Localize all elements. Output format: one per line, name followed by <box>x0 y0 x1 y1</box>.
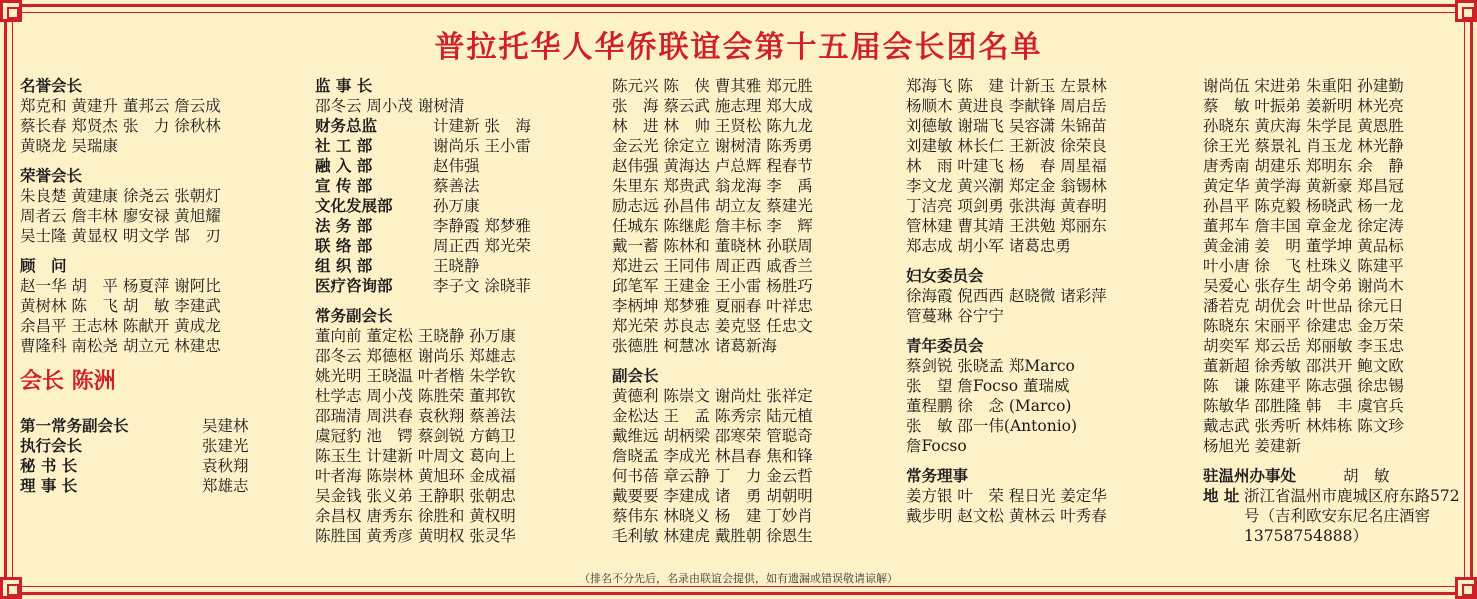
name-list <box>612 386 902 546</box>
role-row <box>20 436 290 456</box>
name-line: 赵一华 胡 平 杨夏萍 谢阿比 <box>20 277 221 295</box>
name-line: 张 望 詹Focso 董瑞威 <box>906 377 1070 395</box>
name-line: 姜方银 叶 荣 程日光 姜定华 <box>906 487 1107 505</box>
name-line: 李柄坤 郑梦雅 夏丽春 叶祥忠 <box>612 297 813 315</box>
role-value: 郑雄志 <box>202 477 249 495</box>
name-list <box>20 276 290 356</box>
name-line: 余昌平 王志林 陈献开 黄成龙 <box>20 317 221 335</box>
name-line: 孙昌平 陈克毅 杨晓武 杨一龙 <box>1203 197 1404 215</box>
role-row <box>315 236 600 256</box>
address-row <box>1203 486 1463 546</box>
name-line: 叶者海 陈崇林 黄旭环 金成福 <box>315 467 516 485</box>
name-line: 林 进 林 帅 王贤松 陈九龙 <box>612 117 813 135</box>
corner-ornament-icon <box>1455 0 1477 22</box>
role-label: 财务总监 <box>315 117 378 135</box>
name-line: 朱良楚 黄建康 徐尧云 张朝灯 <box>20 187 221 205</box>
name-line: 郑志成 胡小军 诸葛忠勇 <box>906 237 1071 255</box>
name-line: 郑克和 黄建升 董邦云 詹云成 <box>20 97 221 115</box>
name-line: 毛利敏 林建虎 戴胜朝 徐恩生 <box>612 527 813 545</box>
name-line: 张 海 蔡云武 施志理 郑大成 <box>612 97 813 115</box>
name-line: 励志远 孙昌伟 胡立友 蔡建光 <box>612 197 813 215</box>
role-value: 赵伟强 <box>433 157 480 175</box>
section-title: 荣誉会长 <box>20 167 83 185</box>
name-line: 戴步明 赵文松 黄林云 叶秀春 <box>906 507 1107 525</box>
name-list <box>20 186 290 246</box>
role-label: 联 络 部 <box>315 237 373 255</box>
name-line: 张德胜 柯慧冰 诸葛新海 <box>612 337 777 355</box>
office-label: 驻温州办事处 <box>1203 467 1297 485</box>
name-list <box>1203 76 1463 456</box>
name-list <box>906 76 1196 256</box>
name-line: 孙晓东 黄庆海 朱学昆 黄恩胜 <box>1203 117 1404 135</box>
name-line: 朱里东 郑贵武 翁龙海 李 禹 <box>612 177 813 195</box>
name-line: 邱笔军 王建金 王小雷 杨胜巧 <box>612 277 813 295</box>
section-title: 副会长 <box>612 367 659 385</box>
name-list <box>20 96 290 156</box>
section-title: 妇女委员会 <box>906 267 984 285</box>
role-value: 张建光 <box>202 437 249 455</box>
section-title: 青年委员会 <box>906 337 984 355</box>
role-label: 文化发展部 <box>315 197 393 215</box>
corner-ornament-icon <box>0 0 22 22</box>
name-line: 余昌权 唐秀东 徐胜和 黄权明 <box>315 507 516 525</box>
name-line: 吴金钱 张义弟 王静职 张朝忠 <box>315 487 516 505</box>
name-line: 邵冬云 郑德枢 谢尚乐 郑雄志 <box>315 347 516 365</box>
name-list <box>906 486 1196 526</box>
role-value: 蔡善法 <box>433 177 480 195</box>
name-line: 蔡 敏 叶振弟 姜新明 林光亮 <box>1203 97 1404 115</box>
role-value: 孙万康 <box>433 197 480 215</box>
name-line: 蔡长春 郑贤杰 张 力 徐秋林 <box>20 117 221 135</box>
role-row <box>20 416 290 436</box>
role-row <box>315 156 600 176</box>
name-line: 何书蓓 章云静 丁 力 金云哲 <box>612 467 813 485</box>
name-line: 金云光 徐定立 谢树清 陈秀勇 <box>612 137 813 155</box>
name-line: 管蔓琳 谷宁宁 <box>906 307 1004 325</box>
name-line: 李文龙 黄兴潮 郑定金 翁锡林 <box>906 177 1107 195</box>
name-line: 张 敏 邵一伟(Antonio) <box>906 417 1078 435</box>
name-line: 曹隆科 南松尧 胡立元 林建忠 <box>20 337 221 355</box>
name-line: 董新超 徐秀敏 邵洪开 鲍文欧 <box>1203 357 1404 375</box>
column-5 <box>1203 76 1463 546</box>
name-line: 董程鹏 徐 念 (Marco) <box>906 397 1072 415</box>
role-row <box>315 196 600 216</box>
role-row <box>315 256 600 276</box>
name-line: 董邦车 詹丰国 章金龙 徐定涛 <box>1203 217 1404 235</box>
section-title: 监 事 长 <box>315 77 373 95</box>
name-line: 虞冠豹 池 锷 蔡剑锐 方鹤卫 <box>315 427 516 445</box>
role-value: 周正西 郑光荣 <box>433 237 531 255</box>
name-line: 陈敏华 邵胜隆 韩 丰 虞官兵 <box>1203 397 1404 415</box>
role-row <box>20 456 290 476</box>
page-title: 普拉托华人华侨联谊会第十五届会长团名单 <box>434 30 1043 65</box>
name-line: 邵瑞清 周洪春 袁秋翔 蔡善法 <box>315 407 516 425</box>
role-row <box>315 276 600 296</box>
role-label: 法 务 部 <box>315 217 373 235</box>
role-row <box>315 176 600 196</box>
name-list <box>906 356 1196 456</box>
role-value: 谢尚乐 王小雷 <box>433 137 531 155</box>
name-line: 蔡剑锐 张晓孟 郑Marco <box>906 357 1075 375</box>
name-line: 戴一蓄 陈林和 董晓林 孙联周 <box>612 237 813 255</box>
name-line: 郑进云 王同伟 周正西 戚香兰 <box>612 257 813 275</box>
office-value: 胡 敏 <box>1343 467 1390 485</box>
name-line: 徐海霞 倪西西 赵晓微 诸彩萍 <box>906 287 1107 305</box>
name-line: 管林建 曹其靖 王洪勉 郑丽东 <box>906 217 1107 235</box>
name-line: 邵冬云 周小茂 谢树清 <box>315 97 465 115</box>
name-list <box>315 326 600 546</box>
name-line: 黄晓龙 吴瑞康 <box>20 137 118 155</box>
name-line: 黄金浦 姜 明 董学坤 黄品标 <box>1203 237 1404 255</box>
role-value: 袁秋翔 <box>202 457 249 475</box>
name-line: 詹Focso <box>906 437 967 455</box>
role-value: 计建新 张 海 <box>433 117 531 135</box>
name-line: 董向前 董定松 王晓静 孙万康 <box>315 327 516 345</box>
role-row <box>20 476 290 496</box>
name-line: 杜学志 周小茂 陈胜荣 董邦钦 <box>315 387 516 405</box>
name-list <box>315 96 600 116</box>
role-label: 宣 传 部 <box>315 177 373 195</box>
name-line: 杨顺木 黄进良 李献锋 周启岳 <box>906 97 1107 115</box>
role-label: 理 事 长 <box>20 477 78 495</box>
role-value: 吴建林 <box>202 417 249 435</box>
role-row <box>315 116 600 136</box>
address-label: 地 址 <box>1203 487 1240 505</box>
name-line: 戴要要 李建成 诸 勇 胡朝明 <box>612 487 813 505</box>
name-line: 赵伟强 黄海达 卢总辉 程春节 <box>612 157 813 175</box>
name-line: 黄德利 陈崇文 谢尚灶 张祥定 <box>612 387 813 405</box>
role-row <box>315 216 600 236</box>
section-title: 名誉会长 <box>20 77 83 95</box>
role-value: 李子文 涂晓菲 <box>433 277 531 295</box>
role-label: 社 工 部 <box>315 137 373 155</box>
name-line: 杨旭光 姜建新 <box>1203 437 1301 455</box>
section-title: 顾 问 <box>20 257 67 275</box>
name-list <box>612 76 902 356</box>
office-row <box>1203 466 1463 486</box>
name-line: 吴士隆 黄显权 明文学 郜 刃 <box>20 227 221 245</box>
name-list <box>906 286 1196 326</box>
name-line: 郑海飞 陈 建 计新玉 左景林 <box>906 77 1107 95</box>
role-label: 执行会长 <box>20 437 83 455</box>
role-label: 医疗咨询部 <box>315 277 393 295</box>
column-3 <box>612 76 902 546</box>
name-line: 胡奕军 郑云岳 郑丽敏 李玉忠 <box>1203 337 1404 355</box>
name-line: 蔡伟东 林晓义 杨 建 丁妙肖 <box>612 507 813 525</box>
role-label: 第一常务副会长 <box>20 417 129 435</box>
name-line: 潘若克 胡优会 叶世品 徐元日 <box>1203 297 1404 315</box>
column-4 <box>906 76 1196 526</box>
name-line: 黄定华 黄学海 黄新豪 郑昌冠 <box>1203 177 1404 195</box>
role-row <box>315 136 600 156</box>
name-line: 黄树林 陈 飞 胡 敏 李建武 <box>20 297 221 315</box>
name-line: 陈元兴 陈 侠 曹其雅 郑元胜 <box>612 77 813 95</box>
name-line: 金松达 王 孟 陈秀宗 陆元植 <box>612 407 813 425</box>
name-line: 吴爱心 张存生 胡令弟 谢尚木 <box>1203 277 1404 295</box>
name-line: 戴志武 张秀听 林炜栋 陈文珍 <box>1203 417 1404 435</box>
name-line: 周者云 詹丰林 廖安禄 黄旭耀 <box>20 207 221 225</box>
role-value: 李静霞 郑梦雅 <box>433 217 531 235</box>
officer-list <box>20 416 290 496</box>
name-line: 郑光荣 苏良志 姜克竖 任忠文 <box>612 317 813 335</box>
department-list <box>315 116 600 296</box>
name-line: 陈胜国 黄秀彦 黄明权 张灵华 <box>315 527 516 545</box>
name-line: 詹晓孟 李成光 林昌春 焦和锋 <box>612 447 813 465</box>
name-line: 任城东 陈继彪 詹丰标 李 辉 <box>612 217 813 235</box>
section-title: 常务副会长 <box>315 307 393 325</box>
name-line: 陈晓东 宋丽平 徐建忠 金万荣 <box>1203 317 1404 335</box>
name-line: 陈 谦 陈建平 陈志强 徐忠锡 <box>1203 377 1404 395</box>
address-value: 浙江省温州市鹿城区府东路572号（吉利欧安东尼名庄酒窖13758754888） <box>1244 487 1460 545</box>
name-line: 丁洁亮 项剑勇 张洪海 黄春明 <box>906 197 1107 215</box>
name-line: 林 雨 叶建飞 杨 春 周星福 <box>906 157 1107 175</box>
name-line: 刘建敏 林长仁 王新波 徐荣良 <box>906 137 1107 155</box>
name-line: 叶小唐 徐 飞 杜珠义 陈建平 <box>1203 257 1404 275</box>
section-title: 常务理事 <box>906 467 969 485</box>
name-line: 唐秀南 胡建乐 郑明东 余 静 <box>1203 157 1404 175</box>
role-label: 组 织 部 <box>315 257 373 275</box>
name-line: 戴维远 胡柄梁 邵寒荣 管聪奇 <box>612 427 813 445</box>
name-line: 陈玉生 计建新 叶周文 葛向上 <box>315 447 516 465</box>
role-value: 王晓静 <box>433 257 480 275</box>
name-line: 徐王光 蔡景礼 肖玉龙 林光静 <box>1203 137 1404 155</box>
name-line: 刘德敏 谢瑞飞 吴容潇 朱锦苗 <box>906 117 1107 135</box>
president-name: 会长 陈洲 <box>20 368 116 394</box>
role-label: 融 入 部 <box>315 157 373 175</box>
name-line: 姚光明 王晓温 叶者楷 朱学钦 <box>315 367 516 385</box>
column-1 <box>20 76 290 496</box>
footer-note: （排名不分先后，名录由联谊会提供，如有遗漏或错误敬请谅解） <box>579 572 898 585</box>
name-line: 谢尚伍 宋进弟 朱重阳 孙建勤 <box>1203 77 1404 95</box>
role-label: 秘 书 长 <box>20 457 78 475</box>
column-2 <box>315 76 600 546</box>
